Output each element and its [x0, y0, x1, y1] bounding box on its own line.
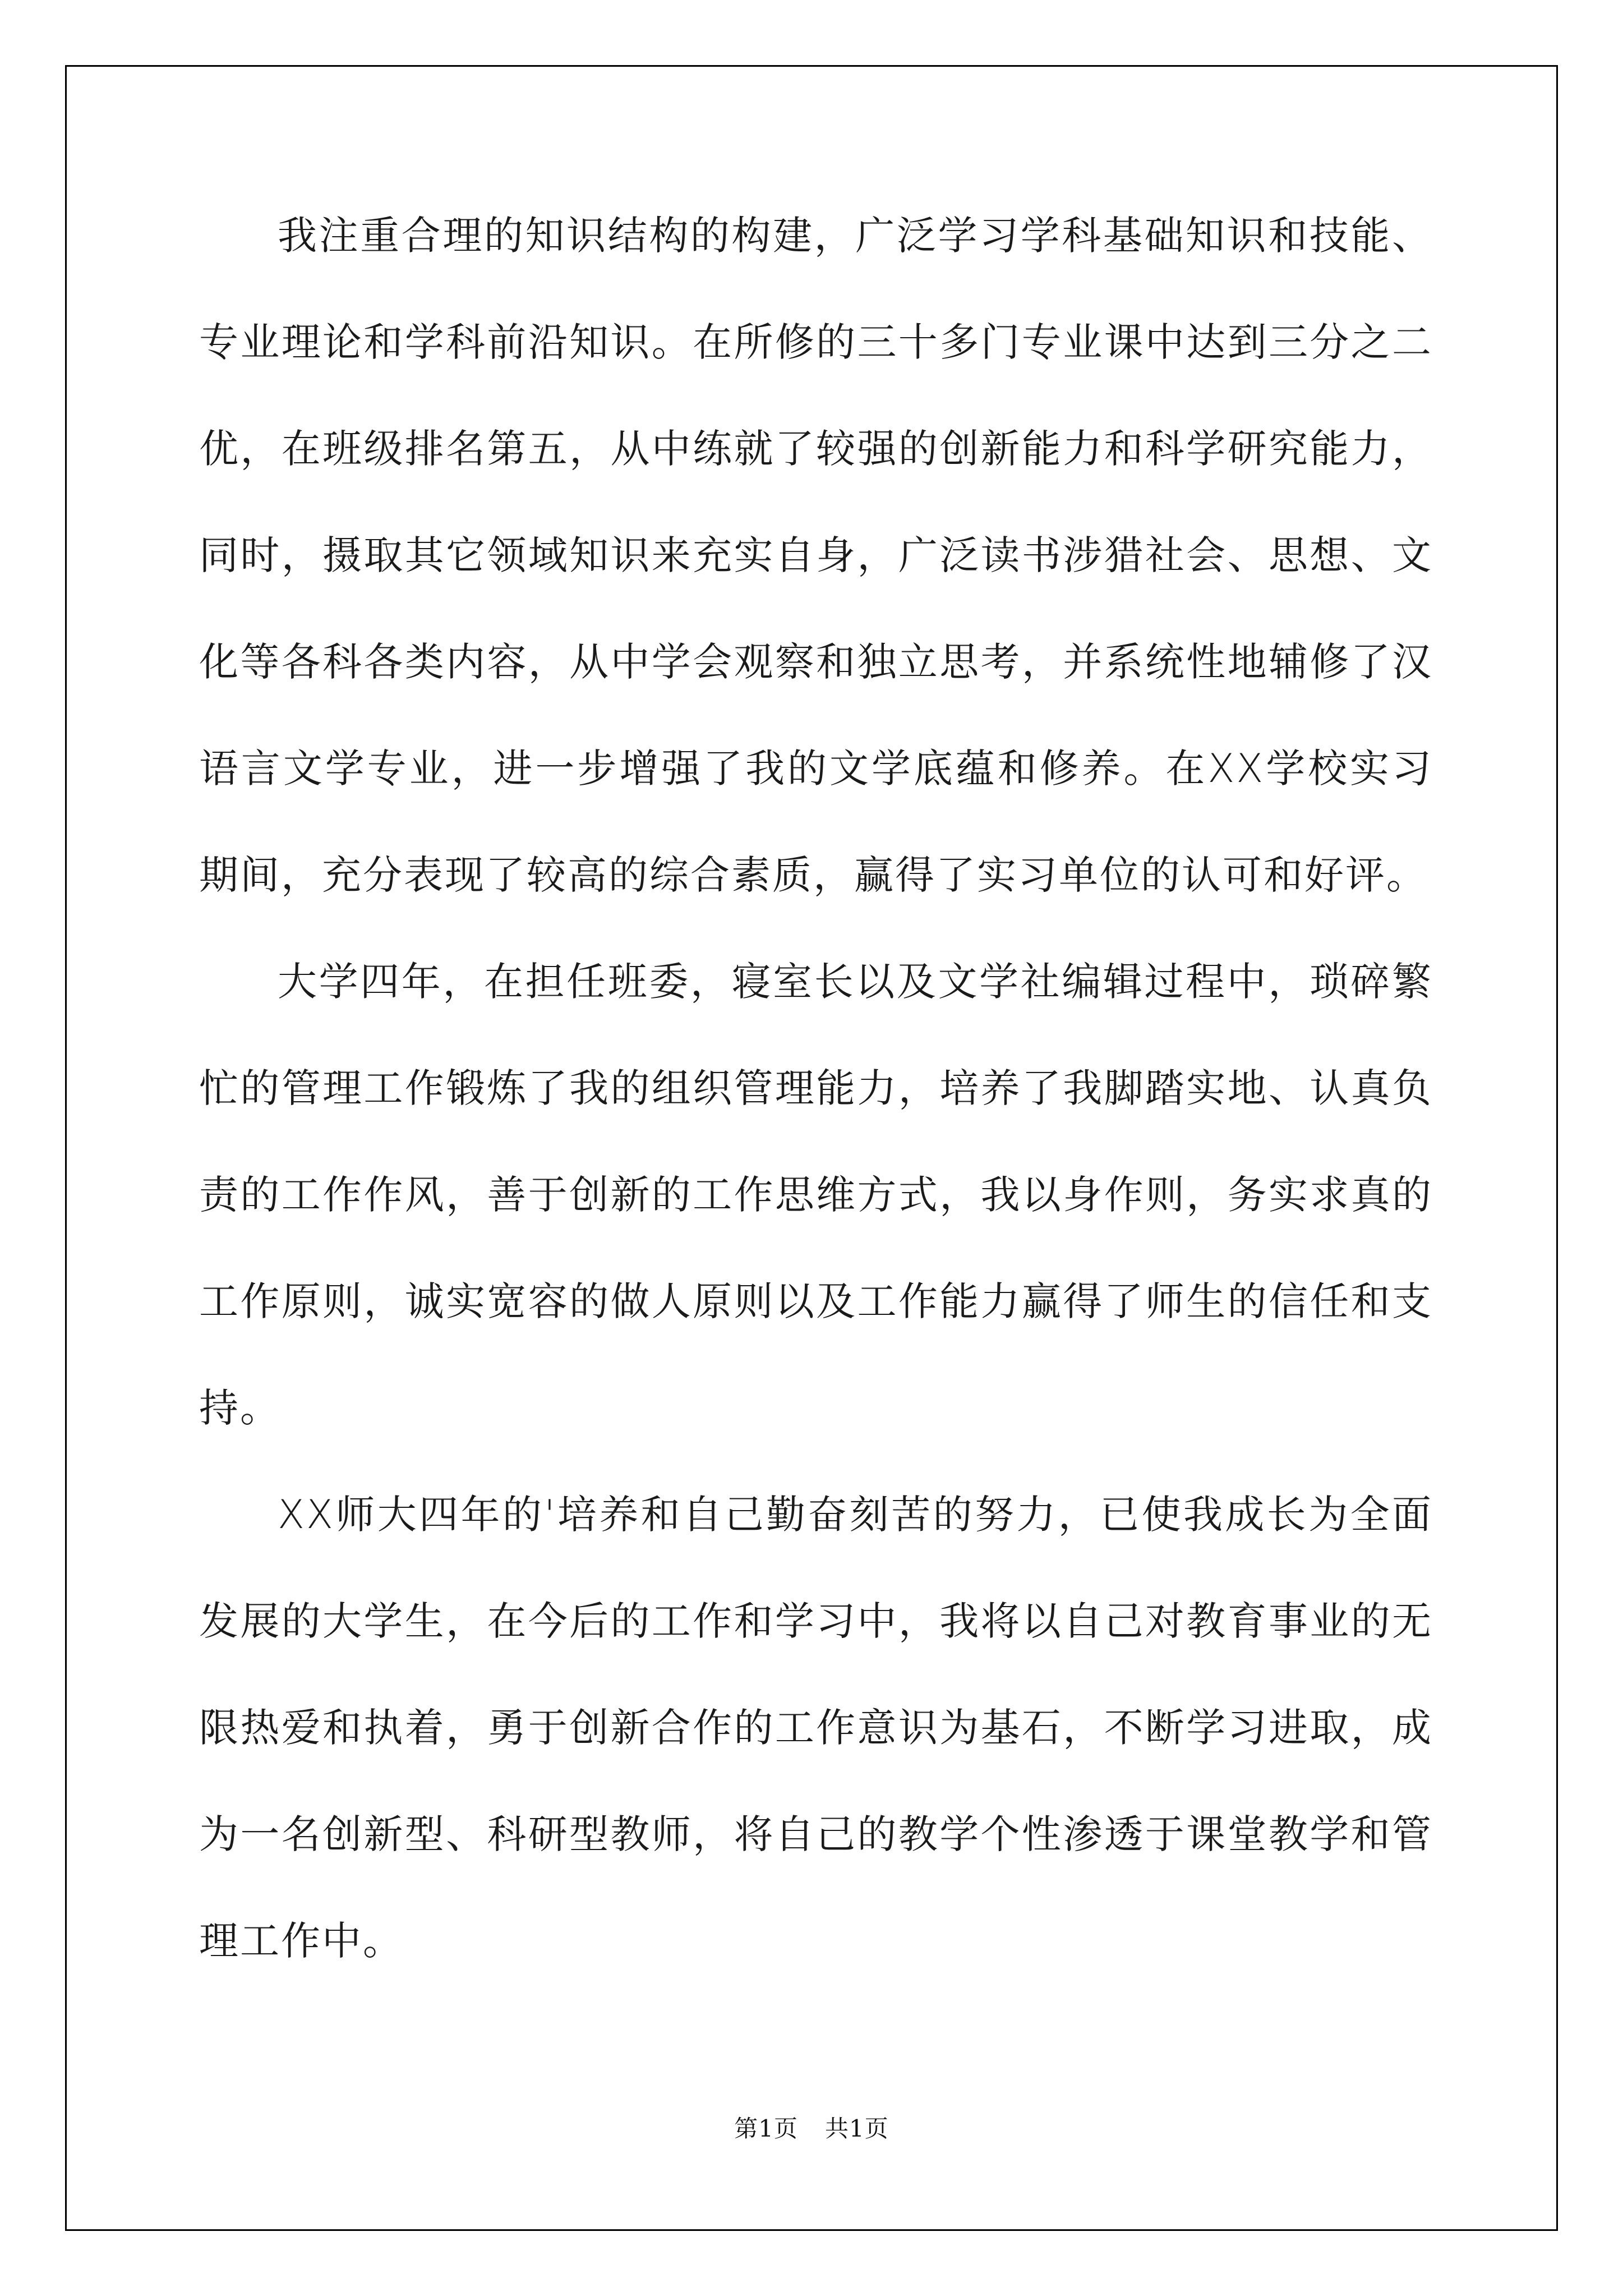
page-number-current: 第1页	[734, 2115, 798, 2142]
paragraph-2: 大学四年，在担任班委，寝室长以及文学社编辑过程中，琐碎繁忙的管理工作锻炼了我的组织管理能力，培养了我脚踏实地、认真负责的工作作风，善于创新的工作思维方式，我以身作则，务实求真的工作原则，诚实宽容的做人原则以及工作能力赢得了师生的信任和支持。	[199, 959, 1433, 1431]
document-body	[199, 182, 1433, 1994]
page-footer	[0, 2110, 1623, 2144]
paragraph-3: XX师大四年的'培养和自己勤奋刻苦的努力，已使我成长为全面发展的大学生，在今后的工作和学习中，我将以自己对教育事业的无限热爱和执着，勇于创新合作的工作意识为基石，不断学习进取，成为一名创新型、科研型教师，将自己的教学个性渗透于课堂教学和管理工作中。	[199, 1492, 1433, 1964]
page-number-total: 共1页	[825, 2115, 889, 2142]
paragraph-1: 我注重合理的知识结构的构建，广泛学习学科基础知识和技能、专业理论和学科前沿知识。在所修的三十多门专业课中达到三分之二优，在班级排名第五，从中练就了较强的创新能力和科学研究能力，同时，摄取其它领域知识来充实自身，广泛读书涉猎社会、思想、文化等各科各类内容，从中学会观察和独立思考，并系统性地辅修了汉语言文学专业，进一步增强了我的文学底蕴和修养。在XX学校实习期间，充分表现了较高的综合素质，赢得了实习单位的认可和好评。	[199, 213, 1433, 898]
